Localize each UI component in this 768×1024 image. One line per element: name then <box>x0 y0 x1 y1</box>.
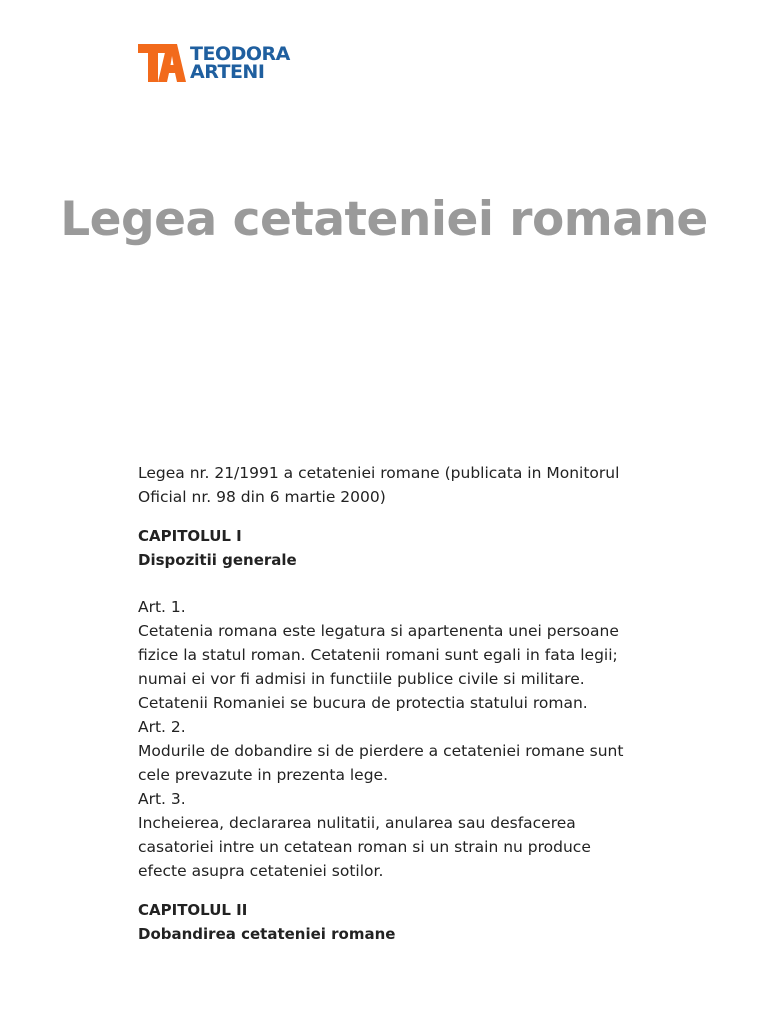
intro-paragraph: Legea nr. 21/1991 a cetateniei romane (publicata in Monitorul Oficial nr. 98 din 6 martie 2000) <box>138 464 620 506</box>
logo-a-icon <box>158 44 186 82</box>
chapter-2-name: Dobandirea cetateniei romane <box>138 925 396 943</box>
article-3-text: Incheierea, declararea nulitatii, anularea sau desfacerea casatoriei intre un cetatean roman si un strain nu produce efecte asupra cetateniei sotilor. <box>138 814 591 880</box>
article-2-text: Modurile de dobandire si de pierdere a cetateniei romane sunt cele prevazute in prezenta lege. <box>138 742 624 784</box>
logo-line-1: TEODORA <box>190 43 290 65</box>
document-title: Legea cetateniei romane <box>60 192 708 247</box>
logo-line-2: ARTENI <box>190 61 265 83</box>
document-body <box>138 461 638 946</box>
chapter-2-number: CAPITOLUL II <box>138 901 248 919</box>
brand-logo[interactable] <box>138 44 290 82</box>
logo-text <box>190 45 290 81</box>
logo-mark-icon <box>138 44 186 82</box>
chapter-1-name: Dispozitii generale <box>138 551 297 569</box>
article-3-label: Art. 3. <box>138 790 186 808</box>
article-2-label: Art. 2. <box>138 718 186 736</box>
article-1-text: Cetatenia romana este legatura si apartenenta unei persoane fizice la statul roman. Cetatenii romani sunt egali in fata legii; numai ei vor fi admisi in functiile publice civile si militare. Cetatenii Romaniei se bucura de protectia statului roman. <box>138 622 619 712</box>
article-1-label: Art. 1. <box>138 598 186 616</box>
chapter-1-number: CAPITOLUL I <box>138 527 242 545</box>
